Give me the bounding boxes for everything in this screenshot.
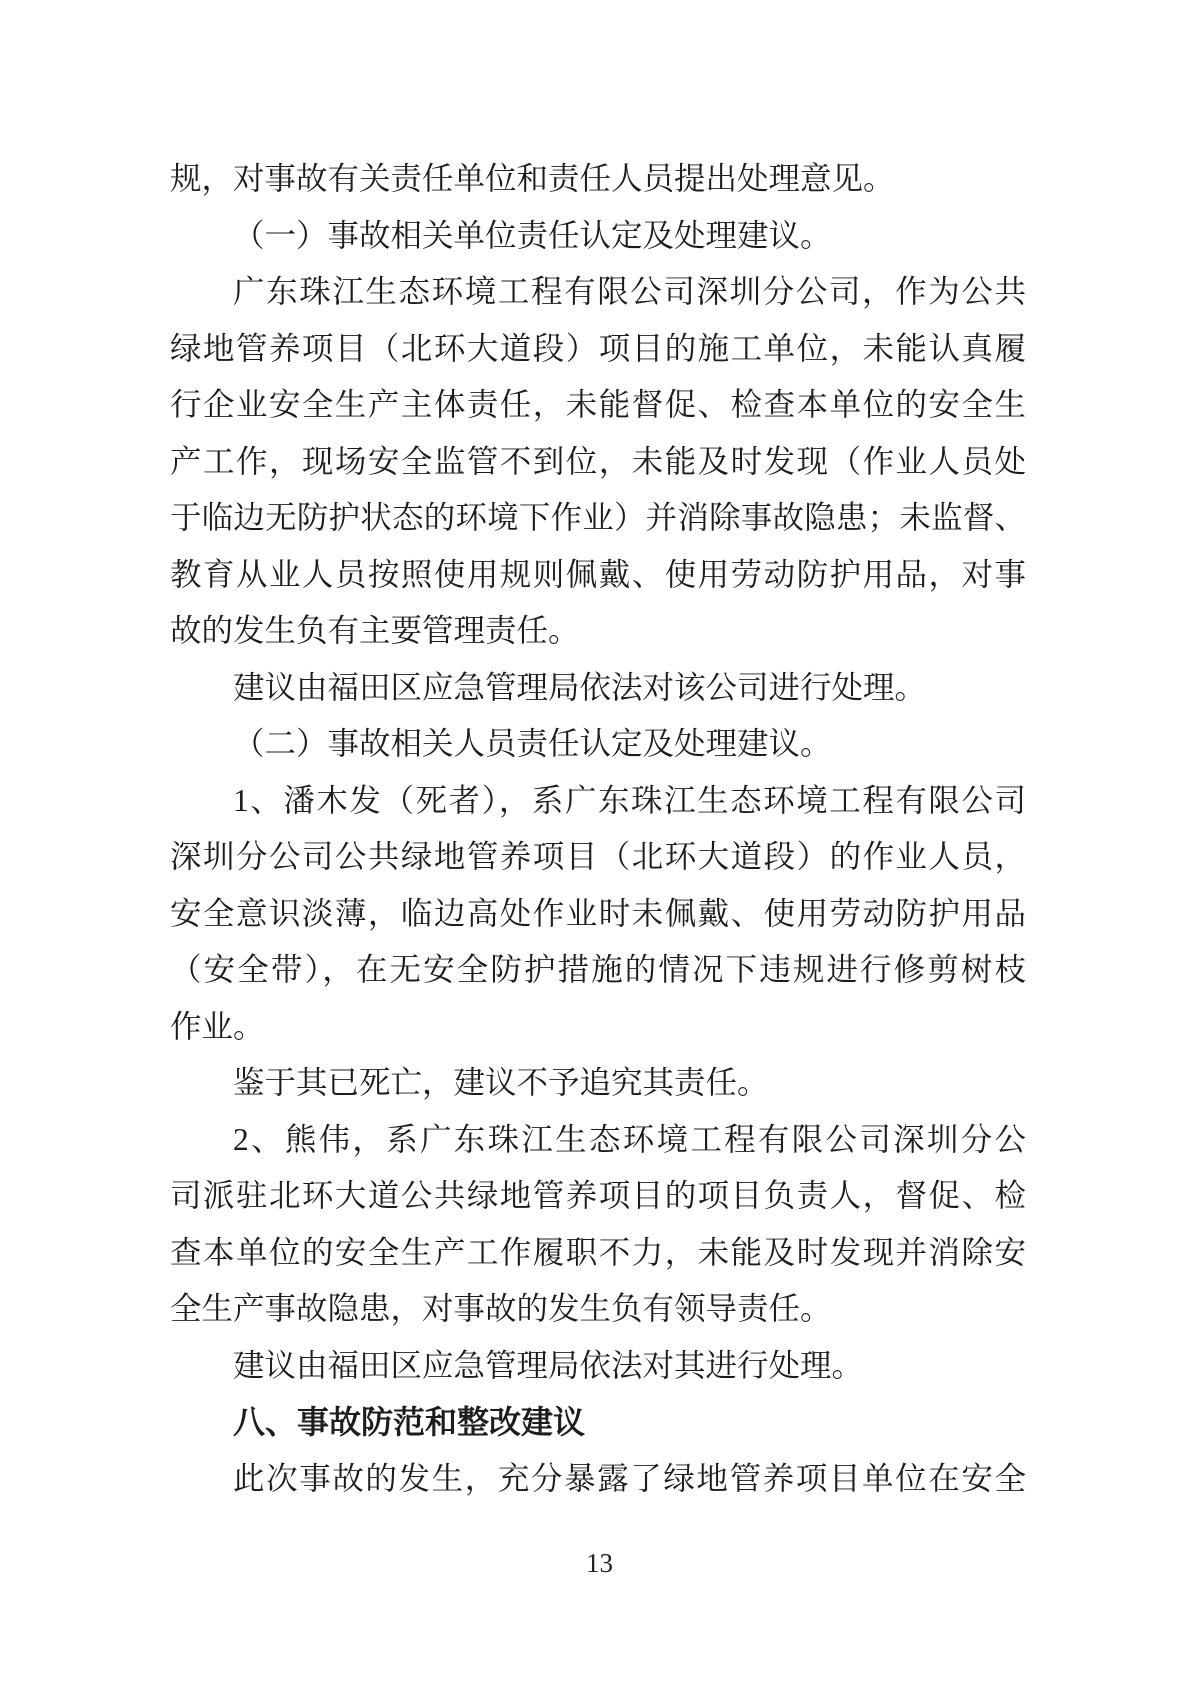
- document-line: 建议由福田区应急管理局依法对该公司进行处理。: [233, 669, 927, 705]
- document-line: 查本单位的安全生产工作履职不力，未能及时发现并消除安: [170, 1234, 1026, 1270]
- document-line: 1、潘木发（死者），系广东珠江生态环境工程有限公司: [233, 782, 1026, 818]
- document-line: 故的发生负有主要管理责任。: [170, 613, 580, 648]
- document-line: 安全意识淡薄，临边高处作业时未佩戴、使用劳动防护用品: [170, 895, 1026, 931]
- page-number: 13: [586, 1548, 613, 1578]
- document-line: 作业。: [170, 1008, 265, 1044]
- document-line: （二）事故相关人员责任认定及处理建议。: [233, 726, 832, 761]
- document-line: 行企业安全生产主体责任，未能督促、检查本单位的安全生: [170, 387, 1026, 422]
- section-heading: 八、事故防范和整改建议: [233, 1404, 586, 1440]
- document-line: 建议由福田区应急管理局依法对其进行处理。: [233, 1347, 864, 1383]
- document-line: 绿地管养项目（北环大道段）项目的施工单位，未能认真履: [170, 330, 1026, 366]
- document-line: 广东珠江生态环境工程有限公司深圳分公司，作为公共: [233, 274, 1026, 309]
- document-line: 教育从业人员按照使用规则佩戴、使用劳动防护用品，对事: [170, 556, 1026, 592]
- document-line: 于临边无防护状态的环境下作业）并消除事故隐患；未监督、: [170, 500, 1026, 535]
- document-line: （一）事故相关单位责任认定及处理建议。: [233, 217, 832, 253]
- document-line: 全生产事故隐患，对事故的发生负有领导责任。: [170, 1291, 832, 1326]
- document-line: 规，对事故有关责任单位和责任人员提出处理意见。: [170, 161, 895, 196]
- document-line: 深圳分公司公共绿地管养项目（北环大道段）的作业人员，: [170, 839, 1026, 874]
- document-line: 2、熊伟，系广东珠江生态环境工程有限公司深圳分公: [233, 1121, 1026, 1157]
- document-line: 鉴于其已死亡，建议不予追究其责任。: [233, 1065, 769, 1100]
- document-line: 此次事故的发生，充分暴露了绿地管养项目单位在安全: [233, 1460, 1026, 1496]
- document-line: （安全带），在无安全防护措施的情况下违规进行修剪树枝: [170, 952, 1026, 987]
- document-line: 产工作，现场安全监管不到位，未能及时发现（作业人员处: [170, 443, 1026, 479]
- document-line: 司派驻北环大道公共绿地管养项目的项目负责人，督促、检: [170, 1178, 1026, 1213]
- document-body: [170, 151, 1026, 1507]
